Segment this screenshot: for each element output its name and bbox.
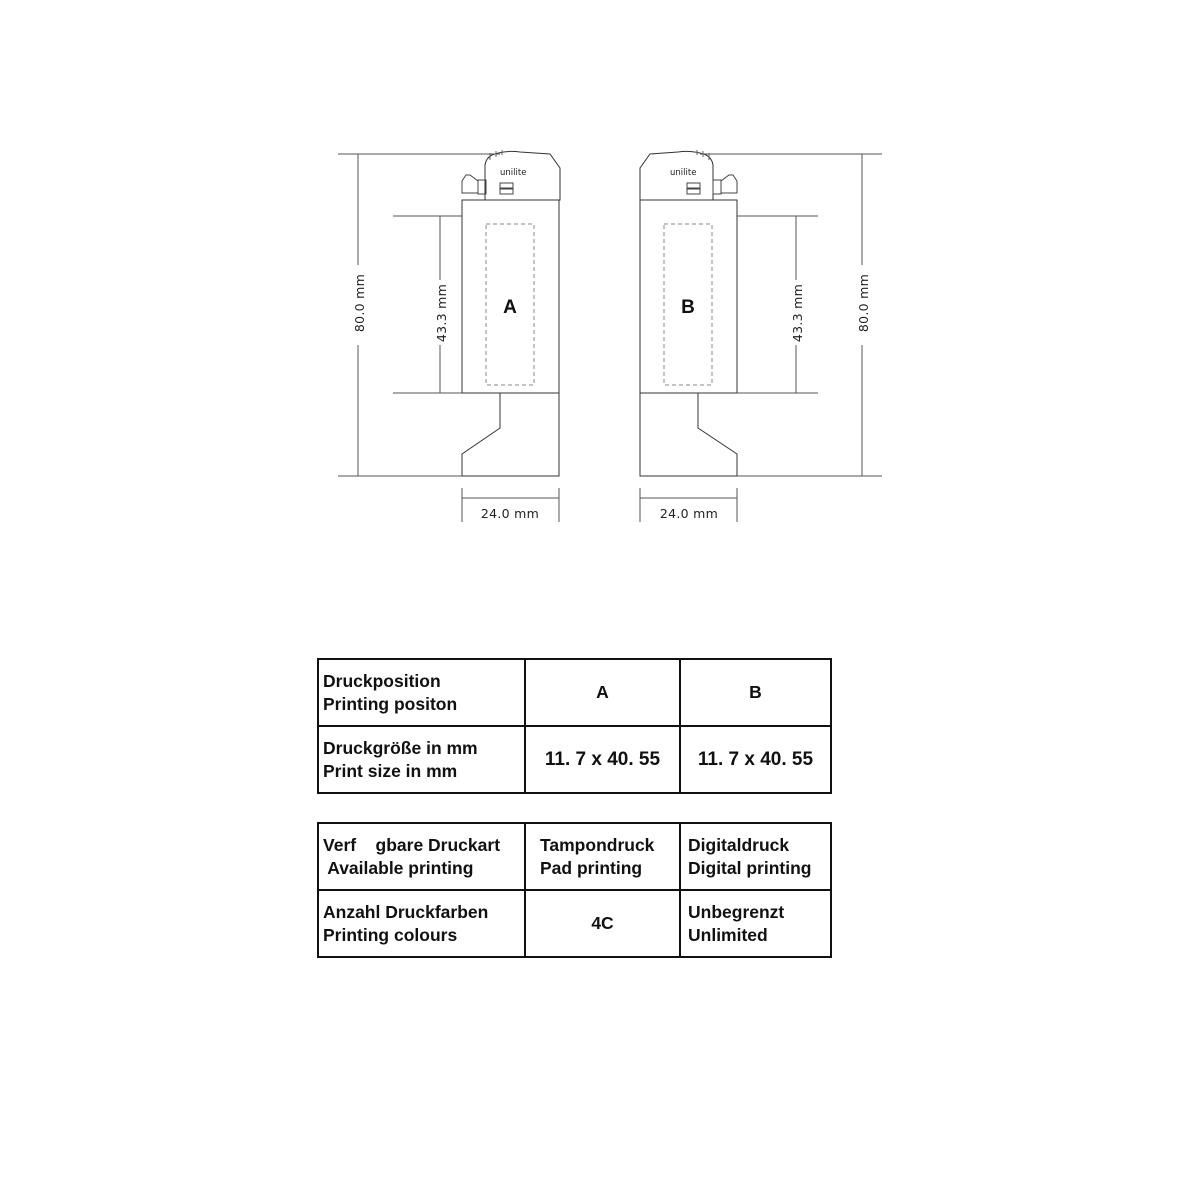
row-label: Druckposition Printing positon: [318, 659, 525, 726]
print-height-label-a: 43.3 mm: [434, 283, 449, 343]
cell-colours-a: 4C: [525, 890, 680, 957]
table-row: [318, 659, 831, 726]
cell-position-a: A: [525, 659, 680, 726]
width-label-a: 24.0 mm: [480, 506, 540, 521]
table-row: [318, 890, 831, 957]
print-size-table: [317, 658, 832, 794]
cell-colours-b: Unbegrenzt Unlimited: [680, 890, 831, 957]
width-label-b: 24.0 mm: [659, 506, 719, 521]
brand-label-b: unilite: [670, 168, 697, 178]
position-label-a: A: [503, 297, 517, 318]
cell-position-b: B: [680, 659, 831, 726]
technical-drawing: [0, 0, 1200, 560]
row-label: Verf gbare Druckart Available printing: [318, 823, 525, 890]
height-label-b: 80.0 mm: [856, 273, 871, 333]
row-label: Anzahl Druckfarben Printing colours: [318, 890, 525, 957]
cell-method-a: Tampondruck Pad printing: [525, 823, 680, 890]
cell-size-b: 11. 7 x 40. 55: [680, 726, 831, 793]
cell-size-a: 11. 7 x 40. 55: [525, 726, 680, 793]
print-height-label-b: 43.3 mm: [790, 283, 805, 343]
position-label-b: B: [681, 297, 695, 318]
printing-method-table: [317, 822, 832, 958]
height-label-a: 80.0 mm: [352, 273, 367, 333]
cell-method-b: Digitaldruck Digital printing: [680, 823, 831, 890]
row-label: Druckgröße in mm Print size in mm: [318, 726, 525, 793]
table-row: [318, 726, 831, 793]
dimensions-b: [640, 154, 882, 522]
table-row: [318, 823, 831, 890]
brand-label-a: unilite: [500, 168, 527, 178]
